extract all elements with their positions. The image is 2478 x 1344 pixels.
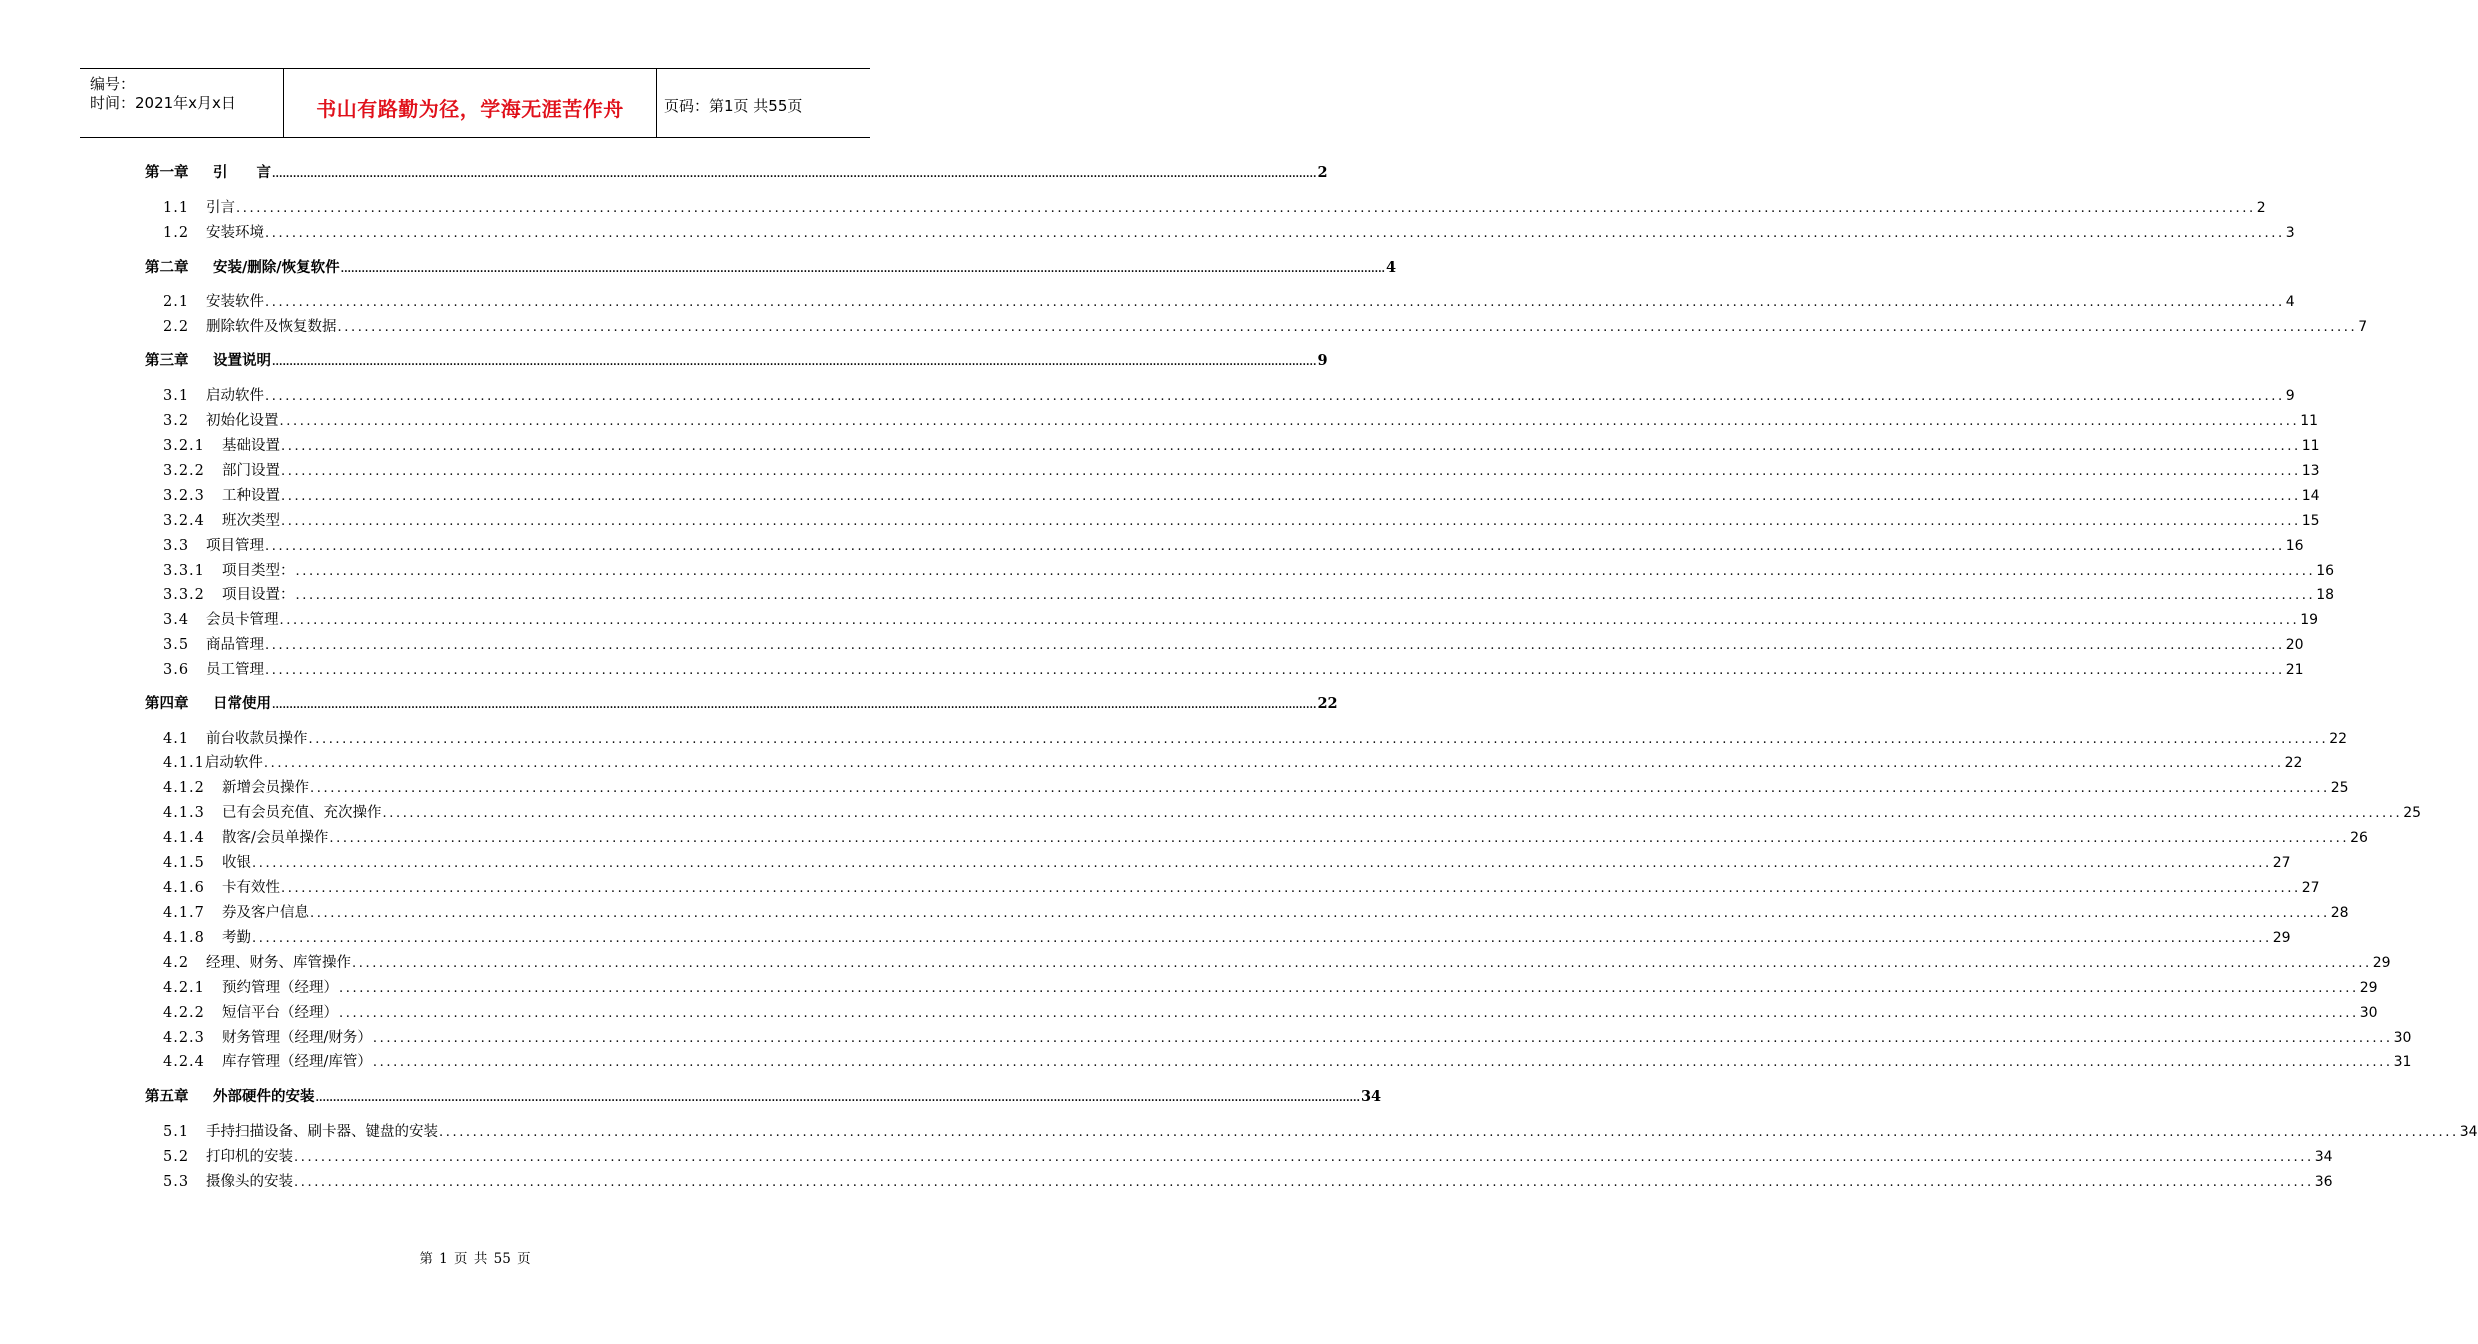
toc-section-entry[interactable] (163, 484, 2320, 505)
toc-entry-title: 日常使用 (213, 695, 271, 712)
toc-entry-title: 考勤 (222, 930, 251, 946)
toc-section-entry[interactable] (163, 509, 2320, 530)
toc-entry-page: 36 (2314, 1174, 2333, 1190)
toc-entry-title: 项目管理 (206, 538, 264, 554)
toc-section-entry[interactable] (163, 901, 2349, 922)
toc-entry-title: 设置说明 (213, 352, 271, 369)
toc-section-entry[interactable] (163, 1001, 2378, 1022)
toc-entry-number: 3.2 (163, 413, 190, 429)
toc-dot-leader: ............................................................................................................................................................................................................................................................................................................ (265, 295, 2285, 310)
toc-dot-leader: ............................................................................................................................................................................................................................................................................................................ (279, 414, 2300, 429)
toc-entry-number: 2.1 (163, 294, 190, 310)
toc-section-entry[interactable] (163, 751, 2303, 772)
toc-entry-number: 3.1 (163, 388, 190, 404)
toc-section-entry[interactable] (163, 826, 2368, 847)
toc-entry-number: 4.1.7 (163, 905, 205, 921)
toc-entry-number: 4.2.1 (163, 980, 205, 996)
toc-entry-page: 3 (2285, 225, 2295, 241)
toc-entry-page: 34 (2459, 1124, 2478, 1140)
toc-section-entry[interactable] (163, 876, 2320, 897)
toc-entry-page: 16 (2285, 538, 2304, 554)
toc-entry-number: 4.1.1 (163, 755, 205, 771)
toc-entry-page: 28 (2330, 905, 2349, 921)
toc-dot-leader: ............................................................................................................................................................................................................................................................................................................ (329, 831, 2350, 846)
toc-dot-leader: ............................................................................................................................................................................................................................................................................................................ (272, 357, 1317, 368)
toc-entry-title: 启动软件 (204, 755, 263, 771)
toc-entry-number: 4.2 (163, 955, 190, 971)
toc-entry-page: 14 (2301, 488, 2320, 504)
toc-section-entry[interactable] (163, 196, 2266, 217)
toc-dot-leader: ............................................................................................................................................................................................................................................................................................................ (236, 201, 2256, 216)
toc-entry-number: 5.2 (163, 1149, 190, 1165)
toc-entry-number: 3.2.3 (163, 488, 205, 504)
toc-entry-title: 财务管理（经理/财务） (222, 1030, 372, 1046)
toc-section-entry[interactable] (163, 776, 2349, 797)
toc-dot-leader: ............................................................................................................................................................................................................................................................................................................ (337, 320, 2358, 335)
toc-dot-leader: ............................................................................................................................................................................................................................................................................................................ (281, 489, 2301, 504)
toc-entry-page: 7 (2358, 319, 2368, 335)
toc-entry-page: 31 (2393, 1054, 2412, 1070)
toc-entry-page: 19 (2300, 612, 2319, 628)
toc-entry-page: 29 (2372, 955, 2391, 971)
toc-chapter-entry[interactable] (145, 256, 1397, 277)
toc-dot-leader: ............................................................................................................................................................................................................................................................................................................ (339, 1006, 2359, 1021)
toc-section-entry[interactable] (163, 290, 2295, 311)
toc-entry-page: 29 (2359, 980, 2378, 996)
toc-dot-leader: ............................................................................................................................................................................................................................................................................................................ (272, 700, 1317, 711)
toc-entry-page: 22 (2329, 731, 2348, 747)
toc-entry-page: 18 (2316, 587, 2335, 603)
toc-entry-number: 1.2 (163, 225, 190, 241)
toc-entry-title: 经理、财务、库管操作 (206, 955, 351, 971)
toc-entry-title: 短信平台（经理） (222, 1005, 338, 1021)
toc-section-entry[interactable] (163, 926, 2291, 947)
toc-dot-leader: ............................................................................................................................................................................................................................................................................................................ (281, 464, 2301, 479)
toc-section-entry[interactable] (163, 951, 2391, 972)
toc-dot-leader: ............................................................................................................................................................................................................................................................................................................ (265, 539, 2285, 554)
toc-entry-title: 库存管理（经理/库管） (222, 1054, 372, 1070)
toc-dot-leader: ............................................................................................................................................................................................................................................................................................................ (382, 806, 2403, 821)
toc-entry-number: 3.3.2 (163, 587, 205, 603)
toc-entry-number: 4.1 (163, 731, 190, 747)
toc-dot-leader: ............................................................................................................................................................................................................................................................................................................ (281, 439, 2301, 454)
toc-entry-number: 4.2.3 (163, 1030, 205, 1046)
toc-entry-page: 13 (2301, 463, 2320, 479)
toc-entry-title: 已有会员充值、充次操作 (222, 805, 382, 821)
toc-entry-page: 30 (2393, 1030, 2412, 1046)
toc-entry-number: 4.1.3 (163, 805, 205, 821)
toc-entry-page: 34 (2314, 1149, 2333, 1165)
toc-dot-leader: ............................................................................................................................................................................................................................................................................................................ (295, 588, 2316, 603)
toc-dot-leader: ............................................................................................................................................................................................................................................................................................................ (281, 881, 2301, 896)
toc-entry-title: 会员卡管理 (206, 612, 279, 628)
toc-entry-page: 34 (1360, 1088, 1382, 1105)
toc-section-entry[interactable] (163, 534, 2304, 555)
toc-section-entry[interactable] (163, 658, 2304, 679)
toc-dot-leader: ............................................................................................................................................................................................................................................................................................................ (265, 663, 2285, 678)
toc-entry-title: 班次类型 (222, 513, 280, 529)
toc-entry-title: 散客/会员单操作 (222, 830, 329, 846)
toc-entry-page: 11 (2301, 438, 2320, 454)
header-motto: 书山有路勤为径，学海无涯苦作舟 (316, 97, 624, 121)
toc-entry-title: 外部硬件的安装 (213, 1088, 315, 1105)
toc-section-entry[interactable] (163, 384, 2295, 405)
toc-entry-number: 4.1.4 (163, 830, 205, 846)
toc-entry-title: 摄像头的安装 (206, 1174, 293, 1190)
toc-entry-title: 打印机的安装 (206, 1149, 293, 1165)
page-footer: 第 1 页 共 55 页 (419, 1251, 531, 1267)
toc-section-entry[interactable] (163, 221, 2295, 242)
toc-section-entry[interactable] (163, 459, 2320, 480)
toc-entry-title: 预约管理（经理） (222, 980, 338, 996)
toc-chapter-entry[interactable] (145, 161, 1328, 182)
toc-dot-leader: ............................................................................................................................................................................................................................................................................................................ (265, 389, 2285, 404)
toc-entry-page: 20 (2285, 637, 2304, 653)
header-page-info: 页码：第1页 共55页 (664, 97, 803, 115)
toc-entry-title: 员工管理 (206, 662, 264, 678)
toc-dot-leader: ............................................................................................................................................................................................................................................................................................................ (439, 1125, 2459, 1140)
toc-entry-number: 4.2.4 (163, 1054, 205, 1070)
toc-entry-title: 初始化设置 (206, 413, 279, 429)
toc-section-entry[interactable] (163, 434, 2320, 455)
toc-dot-leader: ............................................................................................................................................................................................................................................................................................................ (294, 1175, 2314, 1190)
toc-dot-leader: ............................................................................................................................................................................................................................................................................................................ (308, 732, 2329, 747)
toc-entry-title: 券及客户信息 (222, 905, 309, 921)
toc-entry-number: 5.1 (163, 1124, 190, 1140)
toc-entry-page: 25 (2403, 805, 2422, 821)
toc-section-entry[interactable] (163, 801, 2422, 822)
toc-entry-title: 收银 (222, 855, 251, 871)
toc-dot-leader: ............................................................................................................................................................................................................................................................................................................ (310, 906, 2330, 921)
toc-entry-number: 第一章 (145, 164, 189, 181)
toc-entry-page: 15 (2301, 513, 2320, 529)
toc-entry-page: 2 (2256, 200, 2266, 216)
toc-dot-leader: ............................................................................................................................................................................................................................................................................................................ (272, 169, 1317, 180)
toc-entry-title: 工种设置 (222, 488, 280, 504)
toc-entry-number: 第五章 (145, 1088, 189, 1105)
toc-section-entry[interactable] (163, 851, 2291, 872)
toc-section-entry[interactable] (163, 1050, 2412, 1071)
toc-entry-page: 21 (2285, 662, 2304, 678)
toc-entry-number: 3.2.1 (163, 438, 205, 454)
toc-entry-title: 卡有效性 (222, 880, 280, 896)
toc-entry-number: 第四章 (145, 695, 189, 712)
toc-dot-leader: ............................................................................................................................................................................................................................................................................................................ (340, 264, 1386, 275)
toc-entry-number: 4.2.2 (163, 1005, 205, 1021)
toc-dot-leader: ............................................................................................................................................................................................................................................................................................................ (265, 226, 2285, 241)
toc-chapter-entry[interactable] (145, 349, 1328, 370)
toc-dot-leader: ............................................................................................................................................................................................................................................................................................................ (339, 981, 2359, 996)
toc-dot-leader: ............................................................................................................................................................................................................................................................................................................ (315, 1093, 1360, 1104)
toc-entry-page: 29 (2272, 930, 2291, 946)
toc-dot-leader: ............................................................................................................................................................................................................................................................................................................ (279, 613, 2300, 628)
toc-entry-number: 3.6 (163, 662, 190, 678)
toc-entry-title: 项目设置： (222, 587, 295, 603)
toc-entry-page: 9 (1317, 352, 1328, 369)
toc-entry-number: 3.2.2 (163, 463, 205, 479)
toc-section-entry[interactable] (163, 1026, 2412, 1047)
toc-entry-title: 安装软件 (206, 294, 264, 310)
document-number-label: 编号： (90, 75, 136, 93)
toc-section-entry[interactable] (163, 976, 2378, 997)
toc-entry-number: 第二章 (145, 259, 189, 276)
toc-entry-title: 新增会员操作 (222, 780, 309, 796)
toc-entry-page: 9 (2285, 388, 2295, 404)
toc-dot-leader: ............................................................................................................................................................................................................................................................................................................ (263, 756, 2284, 771)
toc-dot-leader: ............................................................................................................................................................................................................................................................................................................ (352, 956, 2372, 971)
toc-entry-number: 3.2.4 (163, 513, 205, 529)
toc-entry-page: 30 (2359, 1005, 2378, 1021)
toc-chapter-entry[interactable] (145, 1085, 1382, 1106)
toc-entry-title: 安装环境 (206, 225, 264, 241)
toc-entry-number: 4.1.5 (163, 855, 205, 871)
toc-dot-leader: ............................................................................................................................................................................................................................................................................................................ (252, 856, 2272, 871)
toc-entry-page: 25 (2330, 780, 2349, 796)
toc-entry-number: 第三章 (145, 352, 189, 369)
toc-entry-page: 27 (2301, 880, 2320, 896)
toc-dot-leader: ............................................................................................................................................................................................................................................................................................................ (310, 781, 2330, 796)
toc-entry-page: 22 (1317, 695, 1338, 712)
toc-entry-page: 22 (2284, 755, 2303, 771)
toc-entry-number: 3.5 (163, 637, 190, 653)
toc-entry-page: 2 (1317, 164, 1328, 181)
toc-entry-number: 3.3 (163, 538, 190, 554)
document-time-label: 时间：2021年x月x日 (90, 94, 236, 112)
toc-section-entry[interactable] (163, 559, 2335, 580)
toc-entry-title: 项目类型： (222, 563, 295, 579)
toc-chapter-entry[interactable] (145, 692, 1338, 713)
toc-section-entry[interactable] (163, 727, 2348, 748)
toc-entry-title: 部门设置 (222, 463, 280, 479)
toc-entry-number: 4.1.6 (163, 880, 205, 896)
toc-section-entry[interactable] (163, 608, 2319, 629)
toc-entry-title: 商品管理 (206, 637, 264, 653)
toc-section-entry[interactable] (163, 315, 2368, 336)
toc-entry-title: 安装/删除/恢复软件 (213, 259, 340, 276)
toc-entry-title: 引 言 (213, 164, 271, 181)
toc-section-entry[interactable] (163, 409, 2319, 430)
toc-entry-page: 27 (2272, 855, 2291, 871)
toc-entry-title: 前台收款员操作 (206, 731, 308, 747)
toc-entry-number: 3.4 (163, 612, 190, 628)
toc-entry-title: 手持扫描设备、刷卡器、键盘的安装 (206, 1124, 438, 1140)
toc-entry-number: 4.1.8 (163, 930, 205, 946)
toc-entry-title: 删除软件及恢复数据 (206, 319, 337, 335)
toc-entry-page: 26 (2350, 830, 2368, 846)
toc-entry-page: 16 (2316, 563, 2335, 579)
toc-entry-number: 4.1.2 (163, 780, 205, 796)
toc-section-entry[interactable] (163, 1145, 2333, 1166)
toc-entry-title: 引言 (206, 200, 235, 216)
toc-dot-leader: ............................................................................................................................................................................................................................................................................................................ (372, 1055, 2393, 1070)
toc-entry-number: 5.3 (163, 1174, 190, 1190)
toc-section-entry[interactable] (163, 583, 2335, 604)
toc-entry-title: 启动软件 (206, 388, 264, 404)
toc-dot-leader: ............................................................................................................................................................................................................................................................................................................ (294, 1150, 2314, 1165)
toc-entry-title: 基础设置 (222, 438, 280, 454)
toc-entry-number: 1.1 (163, 200, 190, 216)
toc-section-entry[interactable] (163, 1170, 2333, 1191)
toc-entry-page: 4 (2285, 294, 2295, 310)
toc-dot-leader: ............................................................................................................................................................................................................................................................................................................ (295, 564, 2316, 579)
toc-dot-leader: ............................................................................................................................................................................................................................................................................................................ (265, 638, 2285, 653)
toc-entry-number: 3.3.1 (163, 563, 205, 579)
toc-entry-number: 2.2 (163, 319, 190, 335)
toc-entry-page: 4 (1386, 259, 1397, 276)
toc-section-entry[interactable] (163, 1120, 2478, 1141)
toc-section-entry[interactable] (163, 633, 2304, 654)
toc-entry-page: 11 (2300, 413, 2319, 429)
toc-dot-leader: ............................................................................................................................................................................................................................................................................................................ (281, 514, 2301, 529)
toc-dot-leader: ............................................................................................................................................................................................................................................................................................................ (372, 1031, 2393, 1046)
toc-dot-leader: ............................................................................................................................................................................................................................................................................................................ (252, 931, 2272, 946)
